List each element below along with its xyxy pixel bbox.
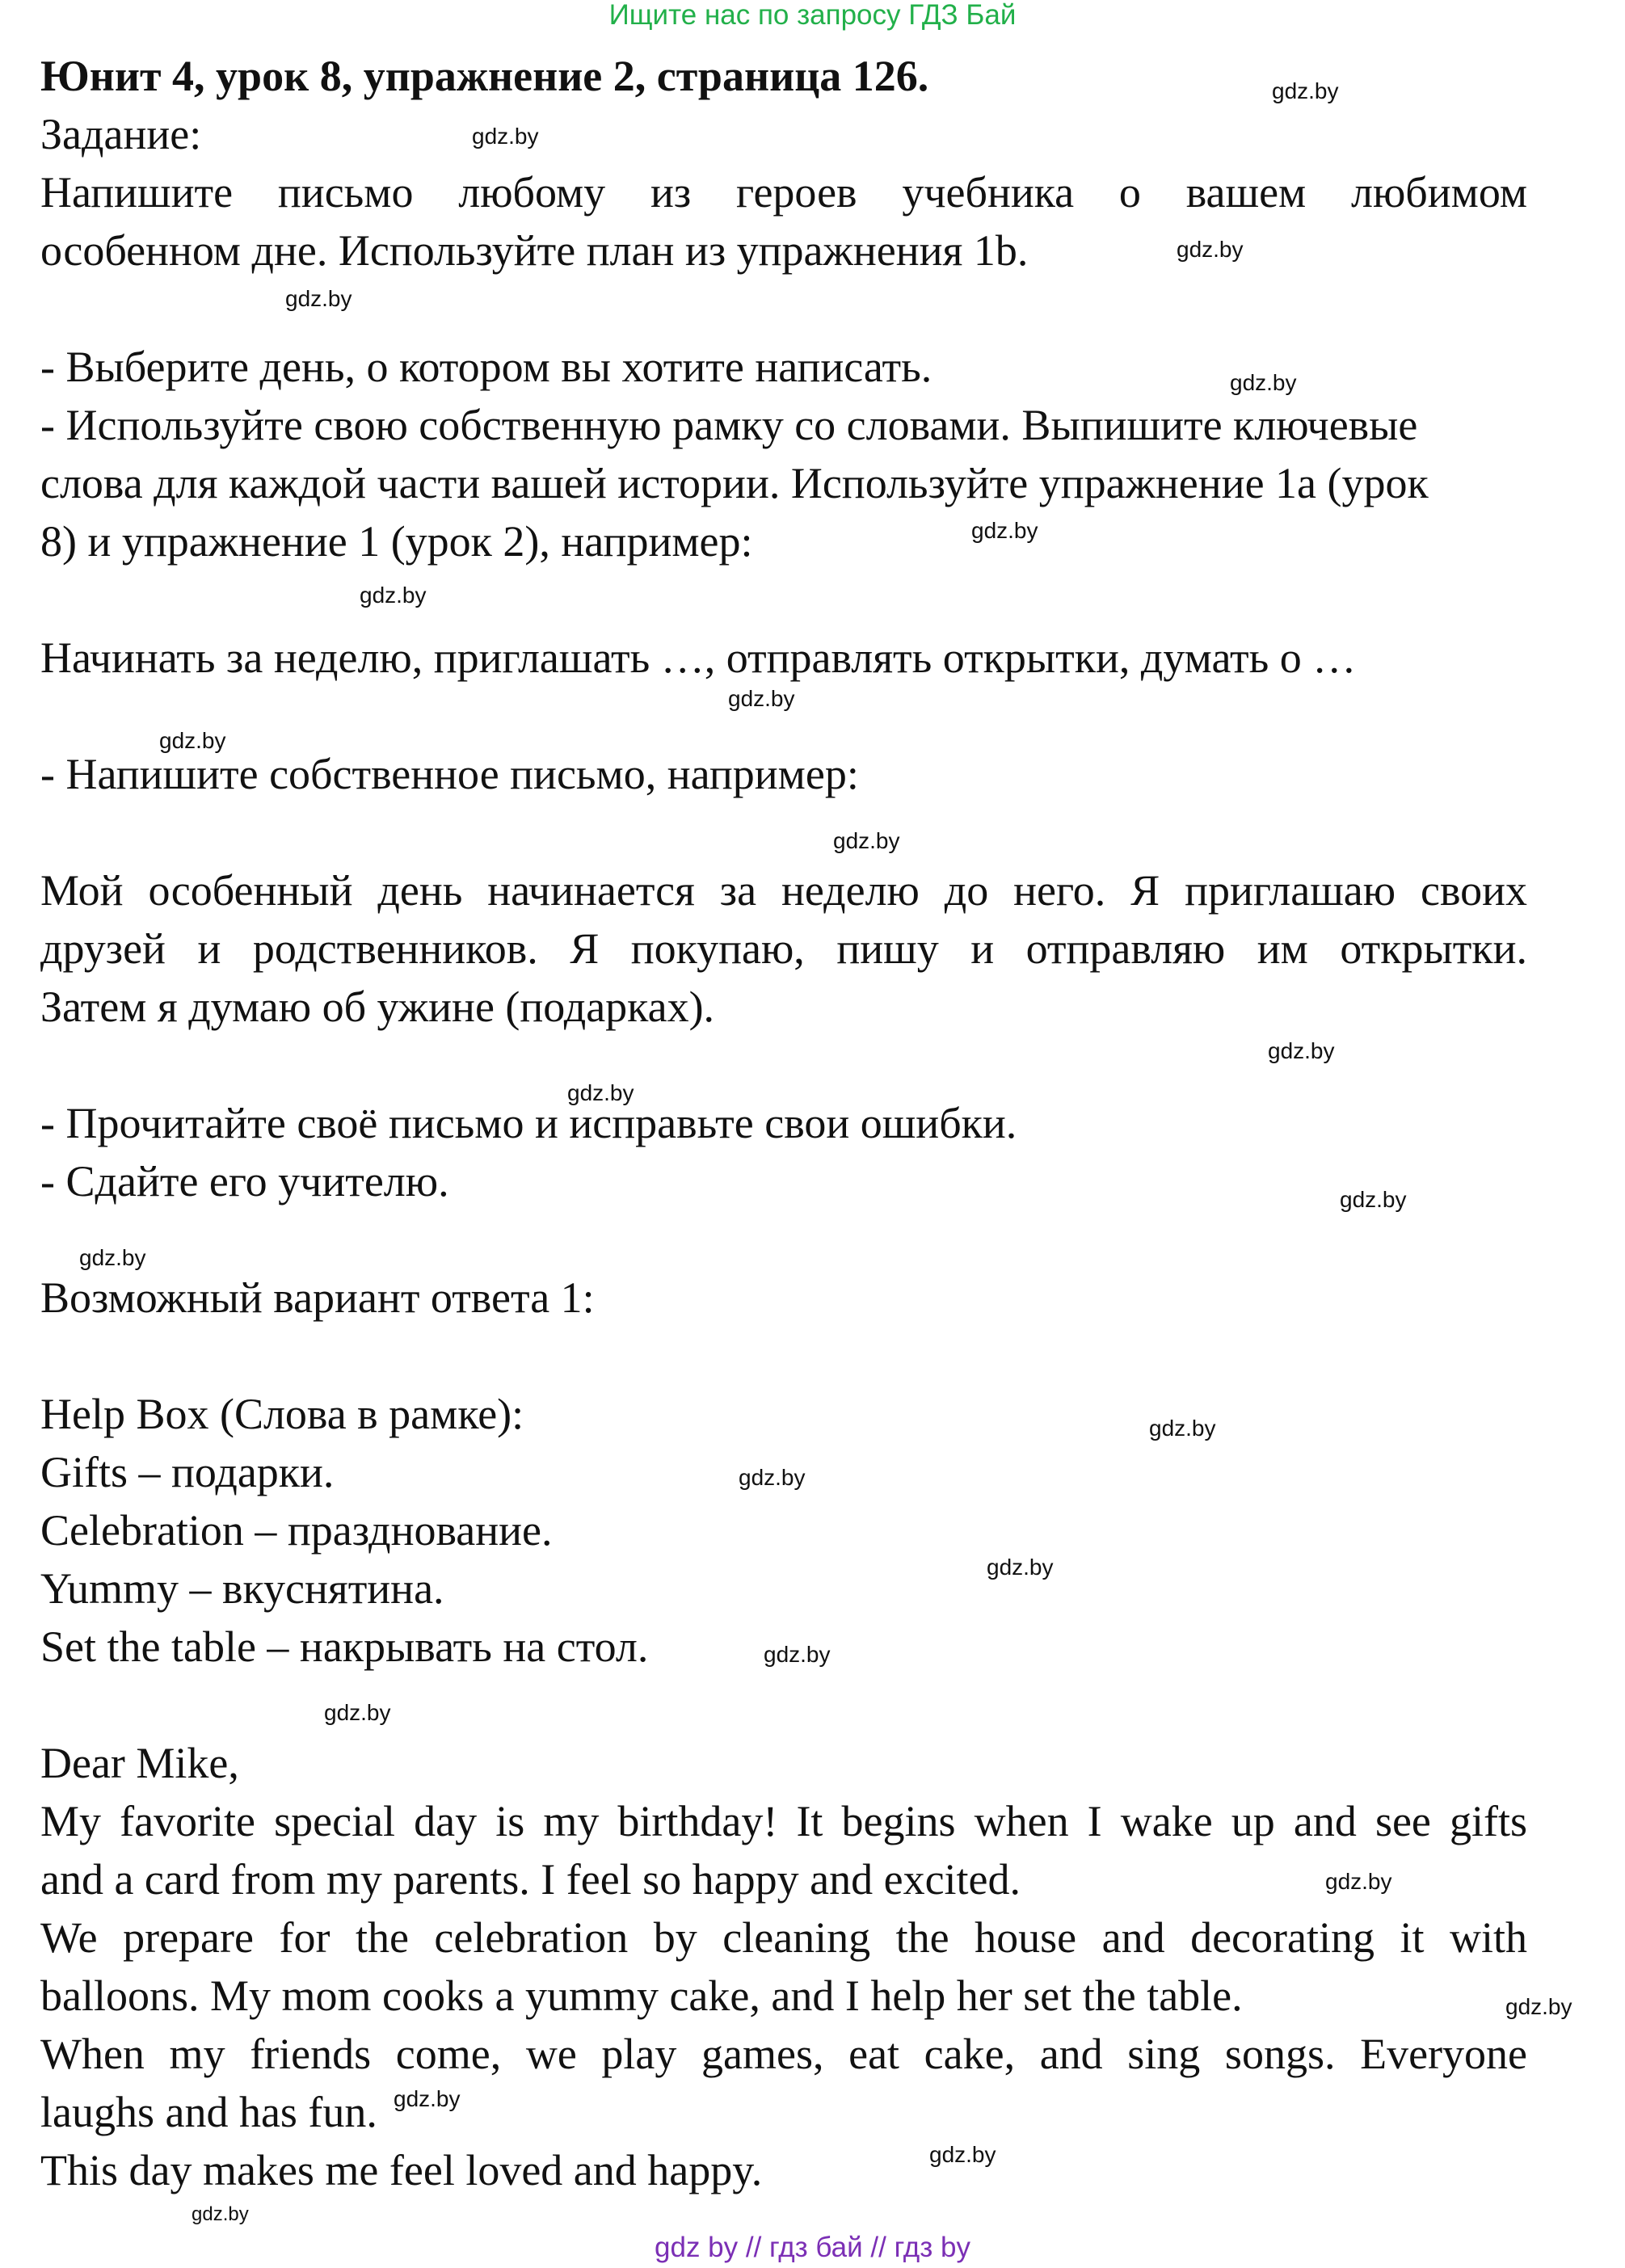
watermark: gdz.by xyxy=(764,1642,831,1667)
plan-step: 8) и упражнение 1 (урок 2), например: xyxy=(40,517,753,566)
letter-line: When my friends come, we play games, eat cake, and sing songs. Everyone xyxy=(40,2030,1527,2078)
watermark: gdz.by xyxy=(987,1555,1054,1580)
task-text-line: Напишите письмо любому из героев учебника о вашем любимом xyxy=(40,168,1527,217)
watermark: gdz.by xyxy=(1340,1187,1407,1212)
watermark: gdz.by xyxy=(360,583,427,608)
watermark: gdz.by xyxy=(1177,237,1244,262)
helpbox-title: Help Box (Слова в рамке): xyxy=(40,1390,524,1438)
answer-heading: Возможный вариант ответа 1: xyxy=(40,1273,595,1322)
example-text-line: Мой особенный день начинается за неделю до него. Я приглашаю своих xyxy=(40,866,1527,915)
watermark: gdz.by xyxy=(394,2086,461,2111)
top-banner: Ищите нас по запросу ГДЗ Бай xyxy=(608,0,1017,31)
watermark: gdz.by xyxy=(1268,1038,1335,1063)
watermark: gdz.by xyxy=(833,828,900,853)
vocab-item: Gifts – подарки. xyxy=(40,1448,335,1496)
letter-line: and a card from my parents. I feel so happy and excited. xyxy=(40,1855,1021,1904)
vocab-item: Set the table – накрывать на стол. xyxy=(40,1622,649,1671)
watermark: gdz.by xyxy=(1272,78,1339,103)
footer: gdz by // гдз бай // гдз by xyxy=(655,2232,970,2263)
example-text-line: друзей и родственников. Я покупаю, пишу и отправляю им открытки. xyxy=(40,924,1527,973)
example-text-line: Затем я думаю об ужине (подарках). xyxy=(40,983,715,1031)
watermark: gdz.by xyxy=(79,1245,146,1270)
watermark: gdz.by xyxy=(739,1465,806,1490)
page-title: Юнит 4, урок 8, упражнение 2, страница 126. xyxy=(40,52,929,100)
watermark: gdz.by xyxy=(728,686,795,711)
letter-line: balloons. My mom cooks a yummy cake, and I help her set the table. xyxy=(40,1971,1243,2020)
watermark: gdz.by xyxy=(1505,1994,1572,2019)
letter-line: laughs and has fun. xyxy=(40,2088,377,2136)
watermark: gdz.by xyxy=(971,518,1038,543)
letter-greeting: Dear Mike, xyxy=(40,1739,239,1787)
watermark: gdz.by xyxy=(1325,1869,1392,1894)
watermark: gdz.by xyxy=(1230,370,1297,395)
plan-step: - Сдайте его учителю. xyxy=(40,1157,449,1206)
vocab-item: Yummy – вкуснятина. xyxy=(40,1564,444,1613)
watermark: gdz.by xyxy=(929,2142,996,2167)
watermark: gdz.by xyxy=(192,2203,249,2225)
letter-line: This day makes me feel loved and happy. xyxy=(40,2146,763,2194)
letter-line: My favorite special day is my birthday! It begins when I wake up and see gifts xyxy=(40,1797,1527,1845)
plan-step: слова для каждой части вашей истории. Используйте упражнение 1a (урок xyxy=(40,459,1429,507)
plan-step: - Выберите день, о котором вы хотите написать. xyxy=(40,343,932,391)
task-label: Задание: xyxy=(40,110,202,158)
task-text-line: особенном дне. Используйте план из упражнения 1b. xyxy=(40,226,1029,275)
watermark: gdz.by xyxy=(472,124,539,149)
plan-keywords: Начинать за неделю, приглашать …, отправлять открытки, думать о … xyxy=(40,633,1357,682)
letter-line: We prepare for the celebration by cleaning the house and decorating it with xyxy=(40,1913,1527,1962)
watermark: gdz.by xyxy=(324,1700,391,1725)
watermark: gdz.by xyxy=(285,286,352,311)
plan-step: - Используйте свою собственную рамку со словами. Выпишите ключевые xyxy=(40,401,1418,449)
watermark: gdz.by xyxy=(1149,1416,1216,1441)
watermark: gdz.by xyxy=(567,1080,634,1105)
watermark: gdz.by xyxy=(159,728,226,753)
plan-step: - Напишите собственное письмо, например: xyxy=(40,750,859,798)
plan-step: - Прочитайте своё письмо и исправьте свои ошибки. xyxy=(40,1099,1017,1147)
vocab-item: Celebration – празднование. xyxy=(40,1506,553,1555)
